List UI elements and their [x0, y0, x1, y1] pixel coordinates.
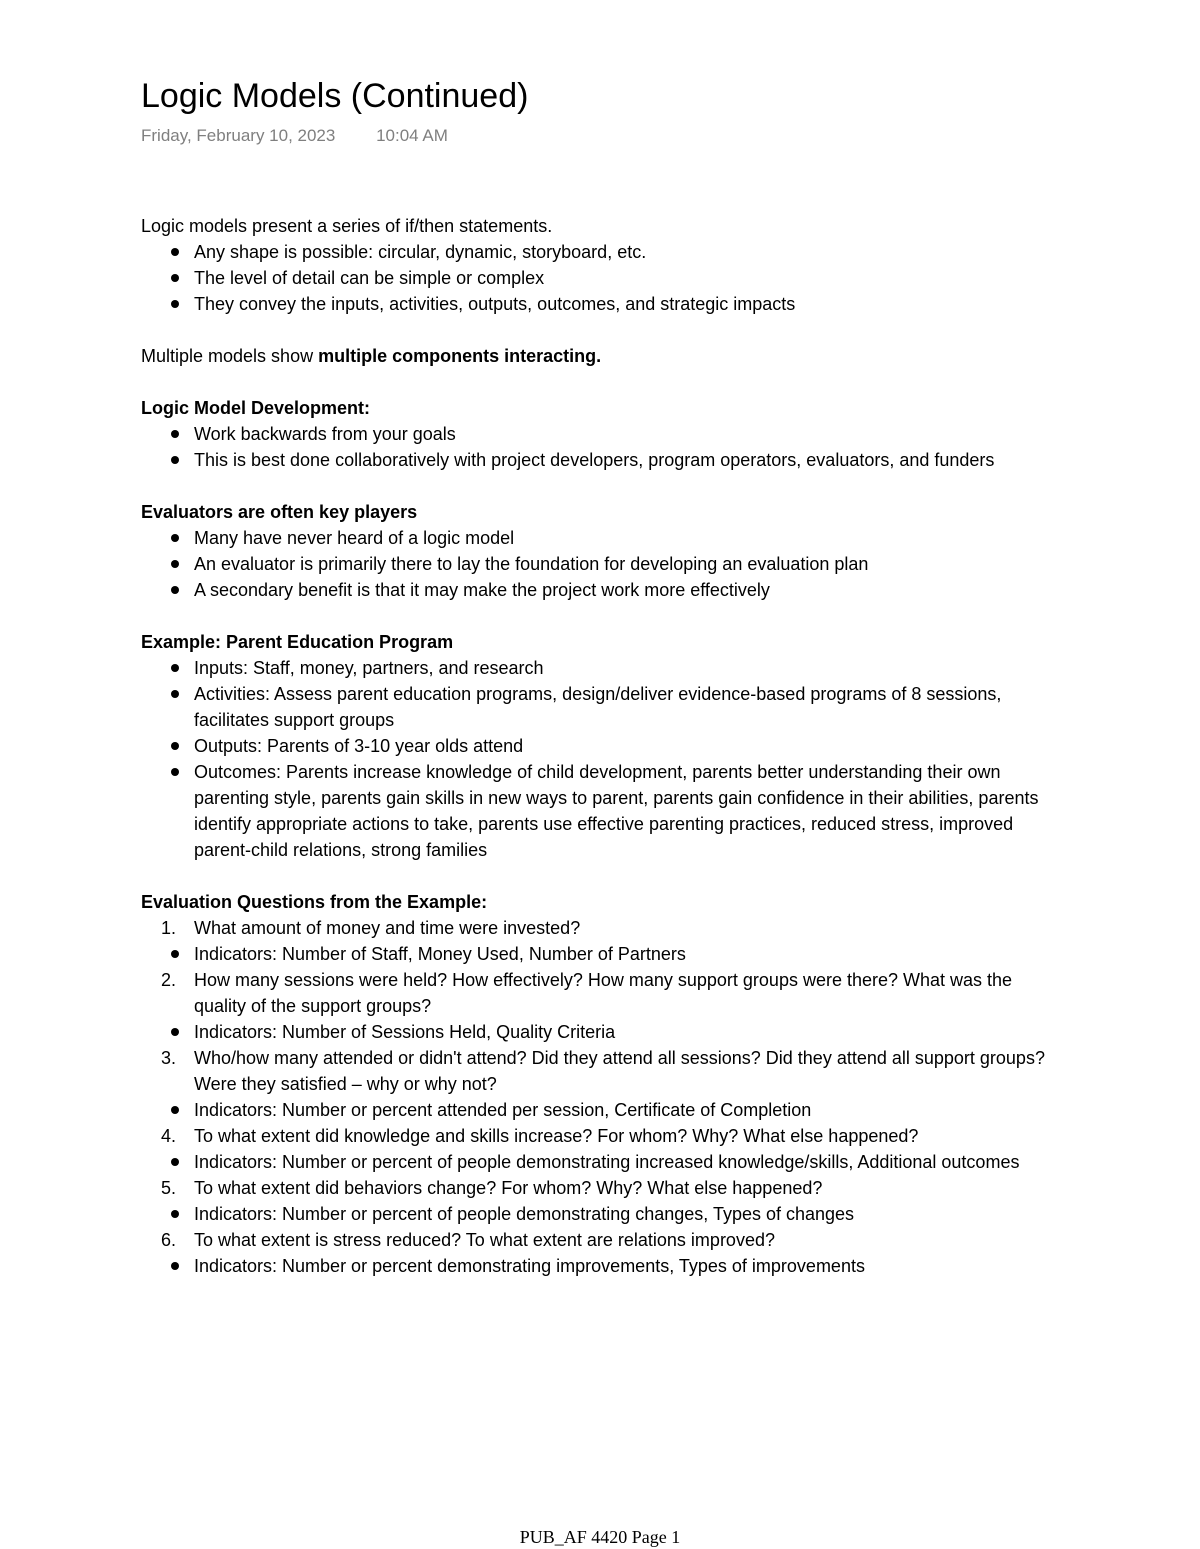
- bullet-icon: [171, 1262, 179, 1270]
- evaluators-bullet-list: [141, 525, 1061, 603]
- item-text: How many sessions were held? How effectively? How many support groups were there? What was the quality of the support groups?: [194, 970, 1013, 1016]
- page-footer: PUB_AF 4420 Page 1: [519, 1527, 681, 1547]
- example-heading: Example: Parent Education Program: [141, 632, 454, 652]
- item-text: What amount of money and time were invested?: [194, 918, 581, 938]
- note-time: 10:04 AM: [376, 126, 448, 145]
- item-text: To what extent is stress reduced? To what extent are relations improved?: [194, 1230, 775, 1250]
- question-item: [141, 1175, 1061, 1201]
- bullet-icon: [171, 690, 179, 698]
- list-item: Any shape is possible: circular, dynamic, storyboard, etc.: [141, 239, 1061, 265]
- intro-text: Logic models present a series of if/then statements.: [141, 216, 553, 236]
- question-number: 3.: [161, 1048, 177, 1068]
- item-text: Indicators: Number of Sessions Held, Quality Criteria: [194, 1022, 616, 1042]
- question-item: [141, 1227, 1061, 1253]
- item-text: Indicators: Number or percent attended per session, Certificate of Completion: [194, 1100, 812, 1120]
- evaluators-heading: Evaluators are often key players: [141, 502, 418, 522]
- development-bullet-list: [141, 421, 1061, 473]
- intro-bullet-list: [141, 239, 1061, 317]
- item-text: Indicators: Number of Staff, Money Used, Number of Partners: [194, 944, 686, 964]
- question-number: 5.: [161, 1178, 177, 1198]
- item-text: To what extent did behaviors change? For whom? Why? What else happened?: [194, 1178, 823, 1198]
- list-item: Many have never heard of a logic model: [141, 525, 1061, 551]
- list-item: Activities: Assess parent education programs, design/deliver evidence-based programs of 8 sessions, facilitates support groups: [141, 681, 1061, 733]
- question-item: [141, 915, 1061, 941]
- bullet-icon: [171, 1106, 179, 1114]
- list-item: Outcomes: Parents increase knowledge of child development, parents better understanding their own parenting style, parents gain skills in new ways to parent, parents gain confidence in their abilities, parents identify appropriate actions to take, parents use effective parenting practices, reduced stress, improved parent-child relations, strong families: [141, 759, 1061, 863]
- item-text: Indicators: Number or percent of people demonstrating changes, Types of changes: [194, 1204, 855, 1224]
- bullet-icon: [171, 248, 179, 256]
- question-number: 4.: [161, 1126, 177, 1146]
- question-item: [141, 1045, 1061, 1097]
- question-item: [141, 1123, 1061, 1149]
- note-timestamp: [141, 126, 448, 146]
- list-item: Outputs: Parents of 3-10 year olds attend: [141, 733, 1061, 759]
- bullet-icon: [171, 560, 179, 568]
- development-heading: Logic Model Development:: [141, 398, 371, 418]
- list-item: They convey the inputs, activities, outputs, outcomes, and strategic impacts: [141, 291, 1061, 317]
- question-number: 2.: [161, 970, 177, 990]
- list-item: This is best done collaboratively with project developers, program operators, evaluators, and funders: [141, 447, 1061, 473]
- questions-heading: Evaluation Questions from the Example:: [141, 892, 488, 912]
- bullet-icon: [171, 768, 179, 776]
- bullet-icon: [171, 664, 179, 672]
- list-item: Inputs: Staff, money, partners, and research: [141, 655, 1061, 681]
- indicator-item: [141, 1149, 1061, 1175]
- multiple-models-text: Multiple models show multiple components interacting.: [141, 346, 602, 366]
- questions-list: [141, 915, 1061, 1279]
- list-item: Work backwards from your goals: [141, 421, 1061, 447]
- list-item: The level of detail can be simple or complex: [141, 265, 1061, 291]
- bullet-icon: [171, 456, 179, 464]
- indicator-item: [141, 941, 1061, 967]
- item-text: Indicators: Number or percent demonstrating improvements, Types of improvements: [194, 1256, 865, 1276]
- indicator-item: [141, 1253, 1061, 1279]
- question-item: [141, 967, 1061, 1019]
- note-date: Friday, February 10, 2023: [141, 126, 336, 145]
- bullet-icon: [171, 1158, 179, 1166]
- item-text: Who/how many attended or didn't attend? Did they attend all sessions? Did they attend all support groups? Were they satisfied – why or why not?: [194, 1048, 1045, 1094]
- bullet-icon: [171, 586, 179, 594]
- list-item: An evaluator is primarily there to lay the foundation for developing an evaluation plan: [141, 551, 1061, 577]
- item-text: Indicators: Number or percent of people demonstrating increased knowledge/skills, Additional outcomes: [194, 1152, 1020, 1172]
- bullet-icon: [171, 430, 179, 438]
- bullet-icon: [171, 950, 179, 958]
- bullet-icon: [171, 742, 179, 750]
- bullet-icon: [171, 300, 179, 308]
- question-number: 1.: [161, 918, 177, 938]
- question-number: 6.: [161, 1230, 177, 1250]
- indicator-item: [141, 1019, 1061, 1045]
- bullet-icon: [171, 534, 179, 542]
- item-text: To what extent did knowledge and skills increase? For whom? Why? What else happened?: [194, 1126, 919, 1146]
- bullet-icon: [171, 1210, 179, 1218]
- page-title: Logic Models (Continued): [141, 77, 529, 115]
- bullet-icon: [171, 1028, 179, 1036]
- indicator-item: [141, 1201, 1061, 1227]
- note-body: [141, 213, 1061, 1279]
- list-item: A secondary benefit is that it may make the project work more effectively: [141, 577, 1061, 603]
- bullet-icon: [171, 274, 179, 282]
- example-bullet-list: [141, 655, 1061, 863]
- indicator-item: [141, 1097, 1061, 1123]
